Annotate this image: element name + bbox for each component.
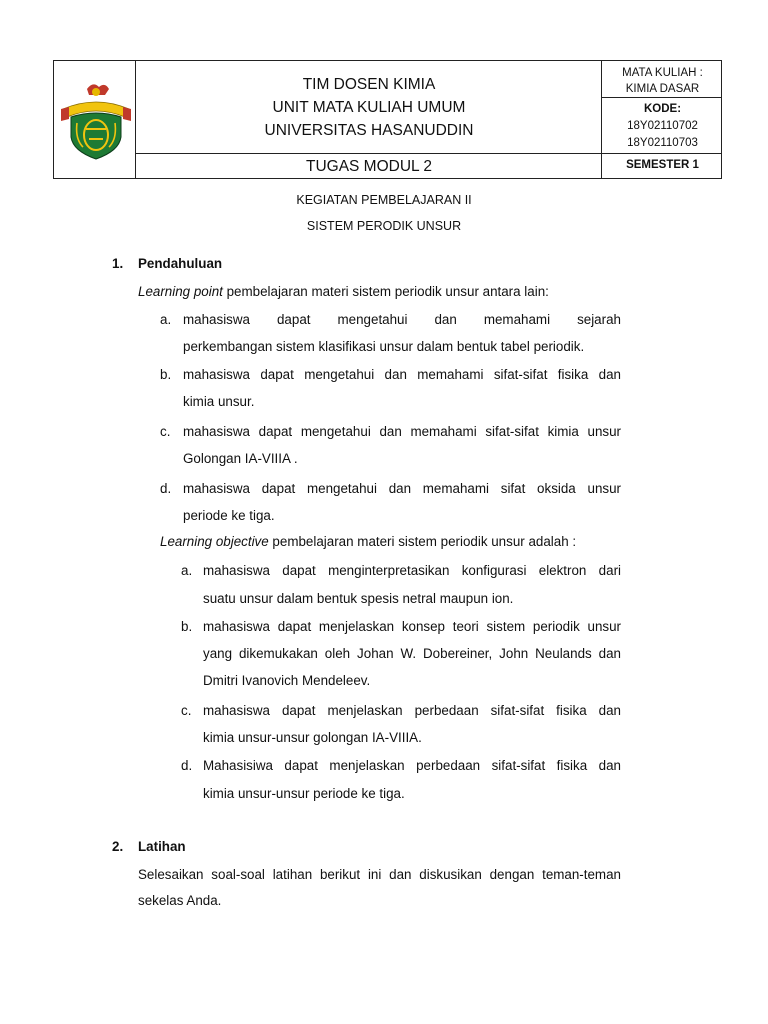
objective-c-line-2: kimia unsur-unsur golongan IA-VIIIA. <box>203 730 422 745</box>
course-code-1: 18Y02110702 <box>627 120 698 132</box>
point-a-marker: a. <box>160 312 172 327</box>
header-titles <box>136 61 602 154</box>
section-1-number: 1. <box>112 256 124 271</box>
objective-a-line-2: suatu unsur dalam bentuk spesis netral maupun ion. <box>203 591 514 606</box>
point-a-line-2: perkembangan sistem klasifikasi unsur dalam bentuk tabel periodik. <box>183 339 585 354</box>
objective-d-line-2: kimia unsur-unsur periode ke tiga. <box>203 786 405 801</box>
header-title-line-2: UNIT MATA KULIAH UMUM <box>272 99 466 116</box>
course-label: MATA KULIAH : <box>622 67 703 79</box>
learning-objective-text: pembelajaran materi sistem periodik unsur adalah : <box>268 534 577 549</box>
learning-point-intro <box>138 283 549 300</box>
point-b-marker: b. <box>160 367 172 382</box>
course-code-2: 18Y02110703 <box>627 137 698 149</box>
objective-a-line-1: mahasiswa dapat menginterpretasikan konfigurasi elektron dari <box>203 563 621 578</box>
point-b-line-1: mahasiswa dapat mengetahui dan memahami sifat-sifat fisika dan <box>183 367 621 382</box>
objective-d-line-1: Mahasisiwa dapat menjelaskan perbedaan sifat-sifat fisika dan <box>203 758 621 773</box>
header-title-line-3: UNIVERSITAS HASANUDDIN <box>264 122 474 139</box>
learning-objective-label: Learning objective <box>160 534 269 549</box>
point-a-line-1: mahasiswa dapat mengetahui dan memahami sejarah <box>183 312 621 327</box>
objective-b-line-1: mahasiswa dapat menjelaskan konsep teori sistem periodik unsur <box>203 619 621 634</box>
point-b-line-2: kimia unsur. <box>183 394 255 409</box>
module-title: TUGAS MODUL 2 <box>305 157 433 175</box>
activity-heading: KEGIATAN PEMBELAJARAN II <box>296 193 472 207</box>
semester-label: SEMESTER 1 <box>626 159 699 171</box>
topic-heading: SISTEM PERODIK UNSUR <box>306 219 462 233</box>
objective-c-line-1: mahasiswa dapat menjelaskan perbedaan sifat-sifat fisika dan <box>203 703 621 718</box>
point-c-line-1: mahasiswa dapat mengetahui dan memahami sifat-sifat kimia unsur <box>183 424 621 439</box>
point-d-marker: d. <box>160 481 172 496</box>
section-2-line-2: sekelas Anda. <box>138 893 222 908</box>
section-2-line-1: Selesaikan soal-soal latihan berikut ini dan diskusikan dengan teman-teman <box>138 867 621 882</box>
code-label: KODE: <box>643 103 682 115</box>
point-d-line-1: mahasiswa dapat mengetahui dan memahami sifat oksida unsur <box>183 481 621 496</box>
point-c-line-2: Golongan IA-VIIIA . <box>183 451 298 466</box>
objective-b-line-3: Dmitri Ivanovich Mendeleev. <box>203 673 371 688</box>
objective-c-marker: c. <box>181 703 192 718</box>
objective-d-marker: d. <box>181 758 193 773</box>
learning-point-label: Learning point <box>138 284 223 299</box>
header-table <box>53 60 722 179</box>
learning-objective-intro <box>160 533 576 550</box>
objective-b-line-2: yang dikemukakan oleh Johan W. Dobereiner, John Neulands dan <box>203 646 621 661</box>
learning-point-text: pembelajaran materi sistem periodik unsur antara lain: <box>222 284 549 299</box>
course-name: KIMIA DASAR <box>625 83 700 95</box>
objective-a-marker: a. <box>181 563 193 578</box>
section-1-heading: Pendahuluan <box>138 256 223 271</box>
objective-b-marker: b. <box>181 619 193 634</box>
university-emblem-logo <box>59 79 133 161</box>
point-c-marker: c. <box>160 424 171 439</box>
header-title-line-1: TIM DOSEN KIMIA <box>302 76 436 93</box>
section-2-number: 2. <box>112 839 124 854</box>
section-2-heading: Latihan <box>138 839 186 854</box>
point-d-line-2: periode ke tiga. <box>183 508 275 523</box>
